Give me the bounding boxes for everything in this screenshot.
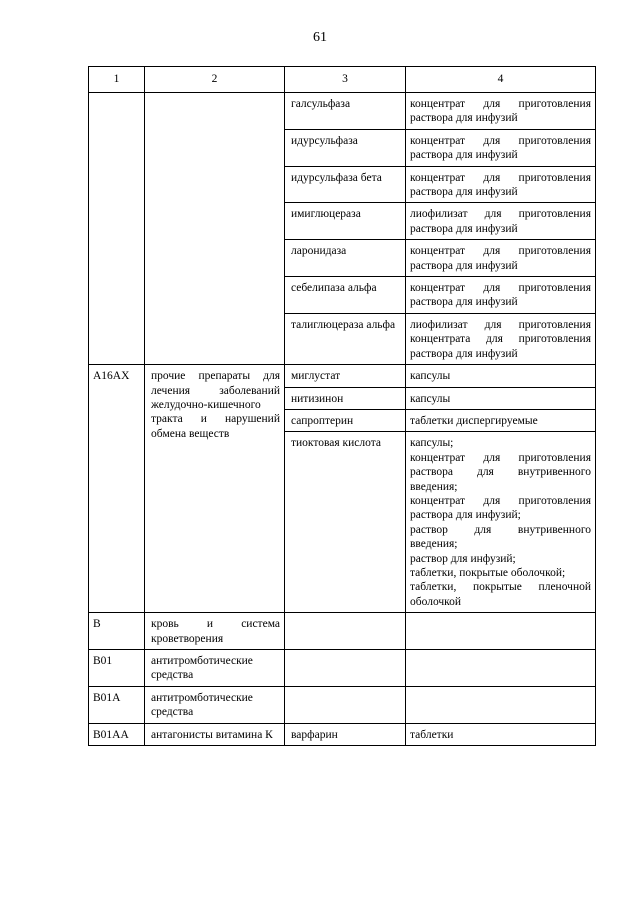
dosage-form-list: [406, 432, 596, 613]
group-cell: [145, 93, 285, 365]
table-row: [89, 686, 596, 723]
drug-name: варфарин: [285, 723, 406, 745]
atc-code-cell: [89, 93, 145, 365]
atc-code-cell: B01A: [89, 686, 145, 723]
drug-name: галсульфаза: [285, 93, 406, 130]
dosage-form: концентрат для приготовления раствора для инфузий;: [410, 494, 591, 522]
atc-code-cell: A16AX: [89, 365, 145, 613]
drug-name: сапроптерин: [285, 409, 406, 431]
group-cell: кровь и система кроветворения: [145, 613, 285, 650]
drug-name: идурсульфаза бета: [285, 166, 406, 203]
dosage-form: концентрат для приготовления раствора для инфузий: [406, 240, 596, 277]
table-row: [89, 93, 596, 130]
dosage-form: лиофилизат для приготовления раствора для инфузий: [406, 203, 596, 240]
atc-code-cell: B: [89, 613, 145, 650]
drug-name: идурсульфаза: [285, 129, 406, 166]
drug-name: [285, 686, 406, 723]
group-cell: антитромботические средства: [145, 686, 285, 723]
column-header-2: 2: [145, 67, 285, 93]
drug-table: [88, 66, 596, 746]
group-cell: антитромботические средства: [145, 650, 285, 687]
drug-name: талиглюцераза альфа: [285, 313, 406, 364]
dosage-form: лиофилизат для приготовления концентрата для приготовления раствора для инфузий: [406, 313, 596, 364]
dosage-form: таблетки, покрытые пленочной оболочкой: [410, 581, 591, 608]
drug-name: миглустат: [285, 365, 406, 387]
drug-name: ларонидаза: [285, 240, 406, 277]
dosage-form: [406, 613, 596, 650]
dosage-form: концентрат для приготовления раствора для инфузий: [406, 129, 596, 166]
page-number: 61: [313, 30, 327, 45]
dosage-form: капсулы: [406, 365, 596, 387]
dosage-form: таблетки, покрытые оболочкой;: [410, 566, 566, 579]
group-cell: прочие препараты для лечения заболеваний желудочно-кишечного тракта и нарушений обмена веществ: [145, 365, 285, 613]
atc-code-cell: B01AA: [89, 723, 145, 745]
drug-name: нитизинон: [285, 387, 406, 409]
table-row: [89, 723, 596, 745]
dosage-form: концентрат для приготовления раствора для внутривенного введения;: [410, 451, 591, 493]
dosage-form: раствор для внутривенного введения;: [410, 523, 591, 551]
column-header-1: 1: [89, 67, 145, 93]
dosage-form: концентрат для приготовления раствора для инфузий: [406, 277, 596, 314]
drug-name: имиглюцераза: [285, 203, 406, 240]
dosage-form: раствор для инфузий;: [410, 552, 516, 565]
drug-name: [285, 613, 406, 650]
table-header-row: [89, 67, 596, 93]
column-header-4: 4: [406, 67, 596, 93]
drug-name: тиоктовая кислота: [285, 432, 406, 613]
dosage-form: таблетки диспергируемые: [406, 409, 596, 431]
dosage-form: [406, 650, 596, 687]
dosage-form: концентрат для приготовления раствора для инфузий: [406, 93, 596, 130]
drug-name: [285, 650, 406, 687]
dosage-form: капсулы: [406, 387, 596, 409]
table-row: [89, 650, 596, 687]
table-row: [89, 365, 596, 387]
drug-name: себелипаза альфа: [285, 277, 406, 314]
atc-code-cell: B01: [89, 650, 145, 687]
group-cell: антагонисты витамина К: [145, 723, 285, 745]
table-row: [89, 613, 596, 650]
dosage-form: [406, 686, 596, 723]
dosage-form: капсулы;: [410, 437, 454, 450]
dosage-form: таблетки: [406, 723, 596, 745]
dosage-form: концентрат для приготовления раствора для инфузий: [406, 166, 596, 203]
column-header-3: 3: [285, 67, 406, 93]
